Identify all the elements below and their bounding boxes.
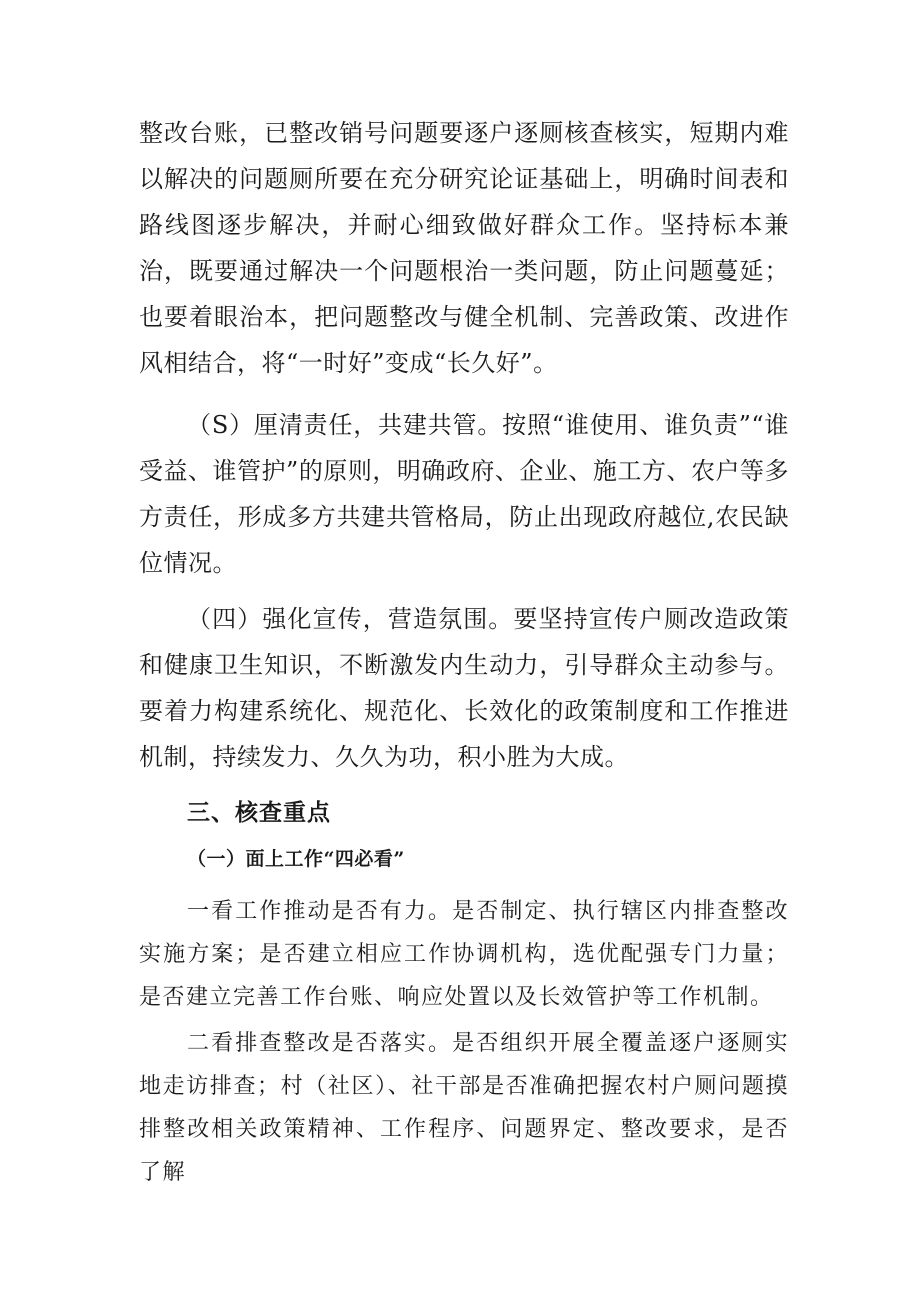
subsection-heading: （一）面上工作“四必看” [187, 848, 405, 870]
paragraph-clarify-responsibility: （S）厘清责任，共建共管。按照“谁使用、谁负责”“谁受益、谁管护”的原则，明确政府、企业、施工方、农户等多方责任，形成多方共建共管格局，防止出现政府越位,农民缺位情况。 [139, 411, 789, 577]
section-heading: 三、核查重点 [187, 800, 331, 826]
paragraph-rectification-ledger: 整改台账，已整改销号问题要逐户逐厕核查核实，短期内难以解决的问题厕所要在充分研究论证基础上，明确时间表和路线图逐步解决，并耐心细致做好群众工作。坚持标本兼治，既要通过解决一个问题根治一类问题，防止问题蔓延；也要着眼治本，把问题整改与健全机制、完善政策、改进作风相结合，将“一时好”变成“长久好”。 [139, 119, 789, 377]
paragraph-check-rectification: 二看排查整改是否落实。是否组织开展全覆盖逐户逐厕实地走访排查；村（社区）、社干部是否准确把握农村户厕问题摸排整改相关政策精神、工作程序、问题界定、整改要求，是否了解 [139, 1031, 789, 1185]
paragraph-strengthen-publicity: （四）强化宣传，营造氛围。要坚持宣传户厕改造政策和健康卫生知识，不断激发内生动力，引导群众主动参与。要着力构建系统化、规范化、长效化的政策制度和工作推进机制，持续发力、久久为功，积小胜为大成。 [139, 605, 789, 771]
paragraph-check-work-promotion: 一看工作推动是否有力。是否制定、执行辖区内排查整改实施方案；是否建立相应工作协调机构，选优配强专门力量；是否建立完善工作台账、响应处置以及长效管护等工作机制。 [139, 899, 789, 1010]
